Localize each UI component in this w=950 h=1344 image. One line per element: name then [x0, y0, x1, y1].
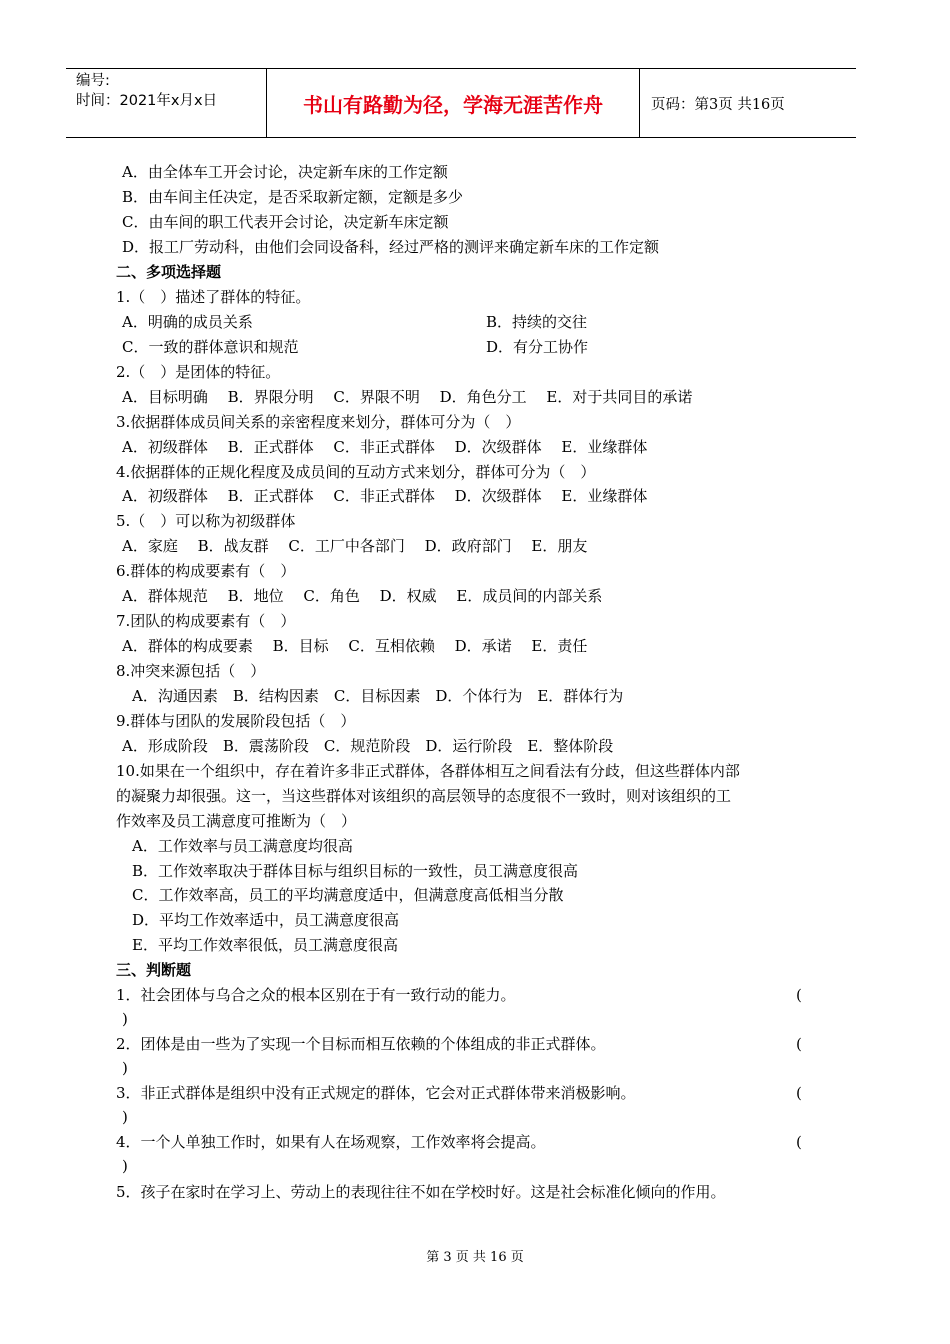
answer-paren-close: )	[122, 1157, 128, 1175]
question-line: 作效率及员工满意度可推断为（ ）	[116, 812, 357, 830]
answer-paren-open: (	[796, 1035, 802, 1053]
answer-paren-open: (	[796, 1084, 802, 1102]
option-line: D．有分工协作	[486, 338, 589, 356]
option-line: A．群体的构成要素 B．目标 C．互相依赖 D．承诺 E．责任	[122, 637, 588, 655]
option-line: B．由车间主任决定，是否采取新定额，定额是多少	[122, 188, 464, 206]
option-line: A．由全体车工开会讨论，决定新车床的工作定额	[122, 163, 448, 181]
time-label: 时间：2021年x月x日	[76, 93, 218, 109]
option-line: A．家庭 B．战友群 C．工厂中各部门 D．政府部门 E．朋友	[122, 537, 588, 555]
question-line: 10.如果在一个组织中，存在着许多非正式群体，各群体相互之间看法有分歧，但这些群体内部	[116, 762, 740, 780]
question-line: 1.（ ）描述了群体的特征。	[116, 288, 311, 306]
page-header	[66, 68, 856, 138]
option-line: A．明确的成员关系	[122, 313, 253, 331]
judgement-item: 3．非正式群体是组织中没有正式规定的群体，它会对正式群体带来消极影响。	[116, 1084, 636, 1102]
option-line: D．报工厂劳动科，由他们会同设备科，经过严格的测评来确定新车床的工作定额	[122, 238, 660, 256]
option-line: D．平均工作效率适中，员工满意度很高	[132, 911, 400, 929]
judgement-item: 2．团体是由一些为了实现一个目标而相互依赖的个体组成的非正式群体。	[116, 1035, 606, 1053]
option-line: A．群体规范 B．地位 C．角色 D．权威 E．成员间的内部关系	[122, 587, 603, 605]
option-line: E．平均工作效率很低，员工满意度很高	[132, 936, 398, 954]
answer-paren-close: )	[122, 1010, 128, 1028]
answer-paren-open: (	[796, 1133, 802, 1151]
section-heading: 三、判断题	[116, 961, 192, 979]
motto: 书山有路勤为径，学海无涯苦作舟	[303, 92, 603, 117]
header-divider	[639, 69, 640, 137]
option-line: A．工作效率与员工满意度均很高	[132, 837, 353, 855]
option-line: B．工作效率取决于群体目标与组织目标的一致性，员工满意度很高	[132, 862, 579, 880]
question-line: 8.冲突来源包括（ ）	[116, 662, 266, 680]
option-line: C．工作效率高，员工的平均满意度适中，但满意度高低相当分散	[132, 886, 564, 904]
option-line: A．沟通因素 B．结构因素 C．目标因素 D．个体行为 E．群体行为	[132, 687, 624, 705]
option-line: A．初级群体 B．正式群体 C．非正式群体 D．次级群体 E．业缘群体	[122, 487, 648, 505]
judgement-item: 4．一个人单独工作时，如果有人在场观察，工作效率将会提高。	[116, 1133, 546, 1151]
question-line: 3.依据群体成员间关系的亲密程度来划分，群体可分为（ ）	[116, 413, 521, 431]
section-heading: 二、多项选择题	[116, 263, 222, 281]
answer-paren-close: )	[122, 1108, 128, 1126]
judgement-item: 5．孩子在家时在学习上、劳动上的表现往往不如在学校时好。这是社会标准化倾向的作用。	[116, 1183, 726, 1201]
header-left-cell	[76, 71, 217, 111]
option-line: C．由车间的职工代表开会讨论，决定新车床定额	[122, 213, 449, 231]
page-footer: 第 3 页 共 16 页	[426, 1250, 524, 1265]
code-label: 编号:	[76, 73, 110, 89]
answer-paren-open: (	[796, 986, 802, 1004]
option-line: A．初级群体 B．正式群体 C．非正式群体 D．次级群体 E．业缘群体	[122, 438, 648, 456]
option-line: A．目标明确 B．界限分明 C．界限不明 D．角色分工 E．对于共同目的承诺	[122, 388, 693, 406]
option-line: A．形成阶段 B．震荡阶段 C．规范阶段 D．运行阶段 E．整体阶段	[122, 737, 614, 755]
question-line: 7.团队的构成要素有（ ）	[116, 612, 296, 630]
option-line: C．一致的群体意识和规范	[122, 338, 299, 356]
question-line: 9.群体与团队的发展阶段包括（ ）	[116, 712, 356, 730]
question-line: 2.（ ）是团体的特征。	[116, 363, 281, 381]
question-line: 6.群体的构成要素有（ ）	[116, 562, 296, 580]
question-line: 的凝聚力却很强。这一，当这些群体对该组织的高层领导的态度很不一致时，则对该组织的工	[116, 787, 732, 805]
page-code: 页码：第3页 共16页	[651, 96, 785, 113]
option-line: B．持续的交往	[486, 313, 588, 331]
question-line: 5.（ ）可以称为初级群体	[116, 512, 296, 530]
judgement-item: 1．社会团体与乌合之众的根本区别在于有一致行动的能力。	[116, 986, 516, 1004]
question-line: 4.依据群体的正规化程度及成员间的互动方式来划分，群体可分为（ ）	[116, 463, 596, 481]
answer-paren-close: )	[122, 1059, 128, 1077]
